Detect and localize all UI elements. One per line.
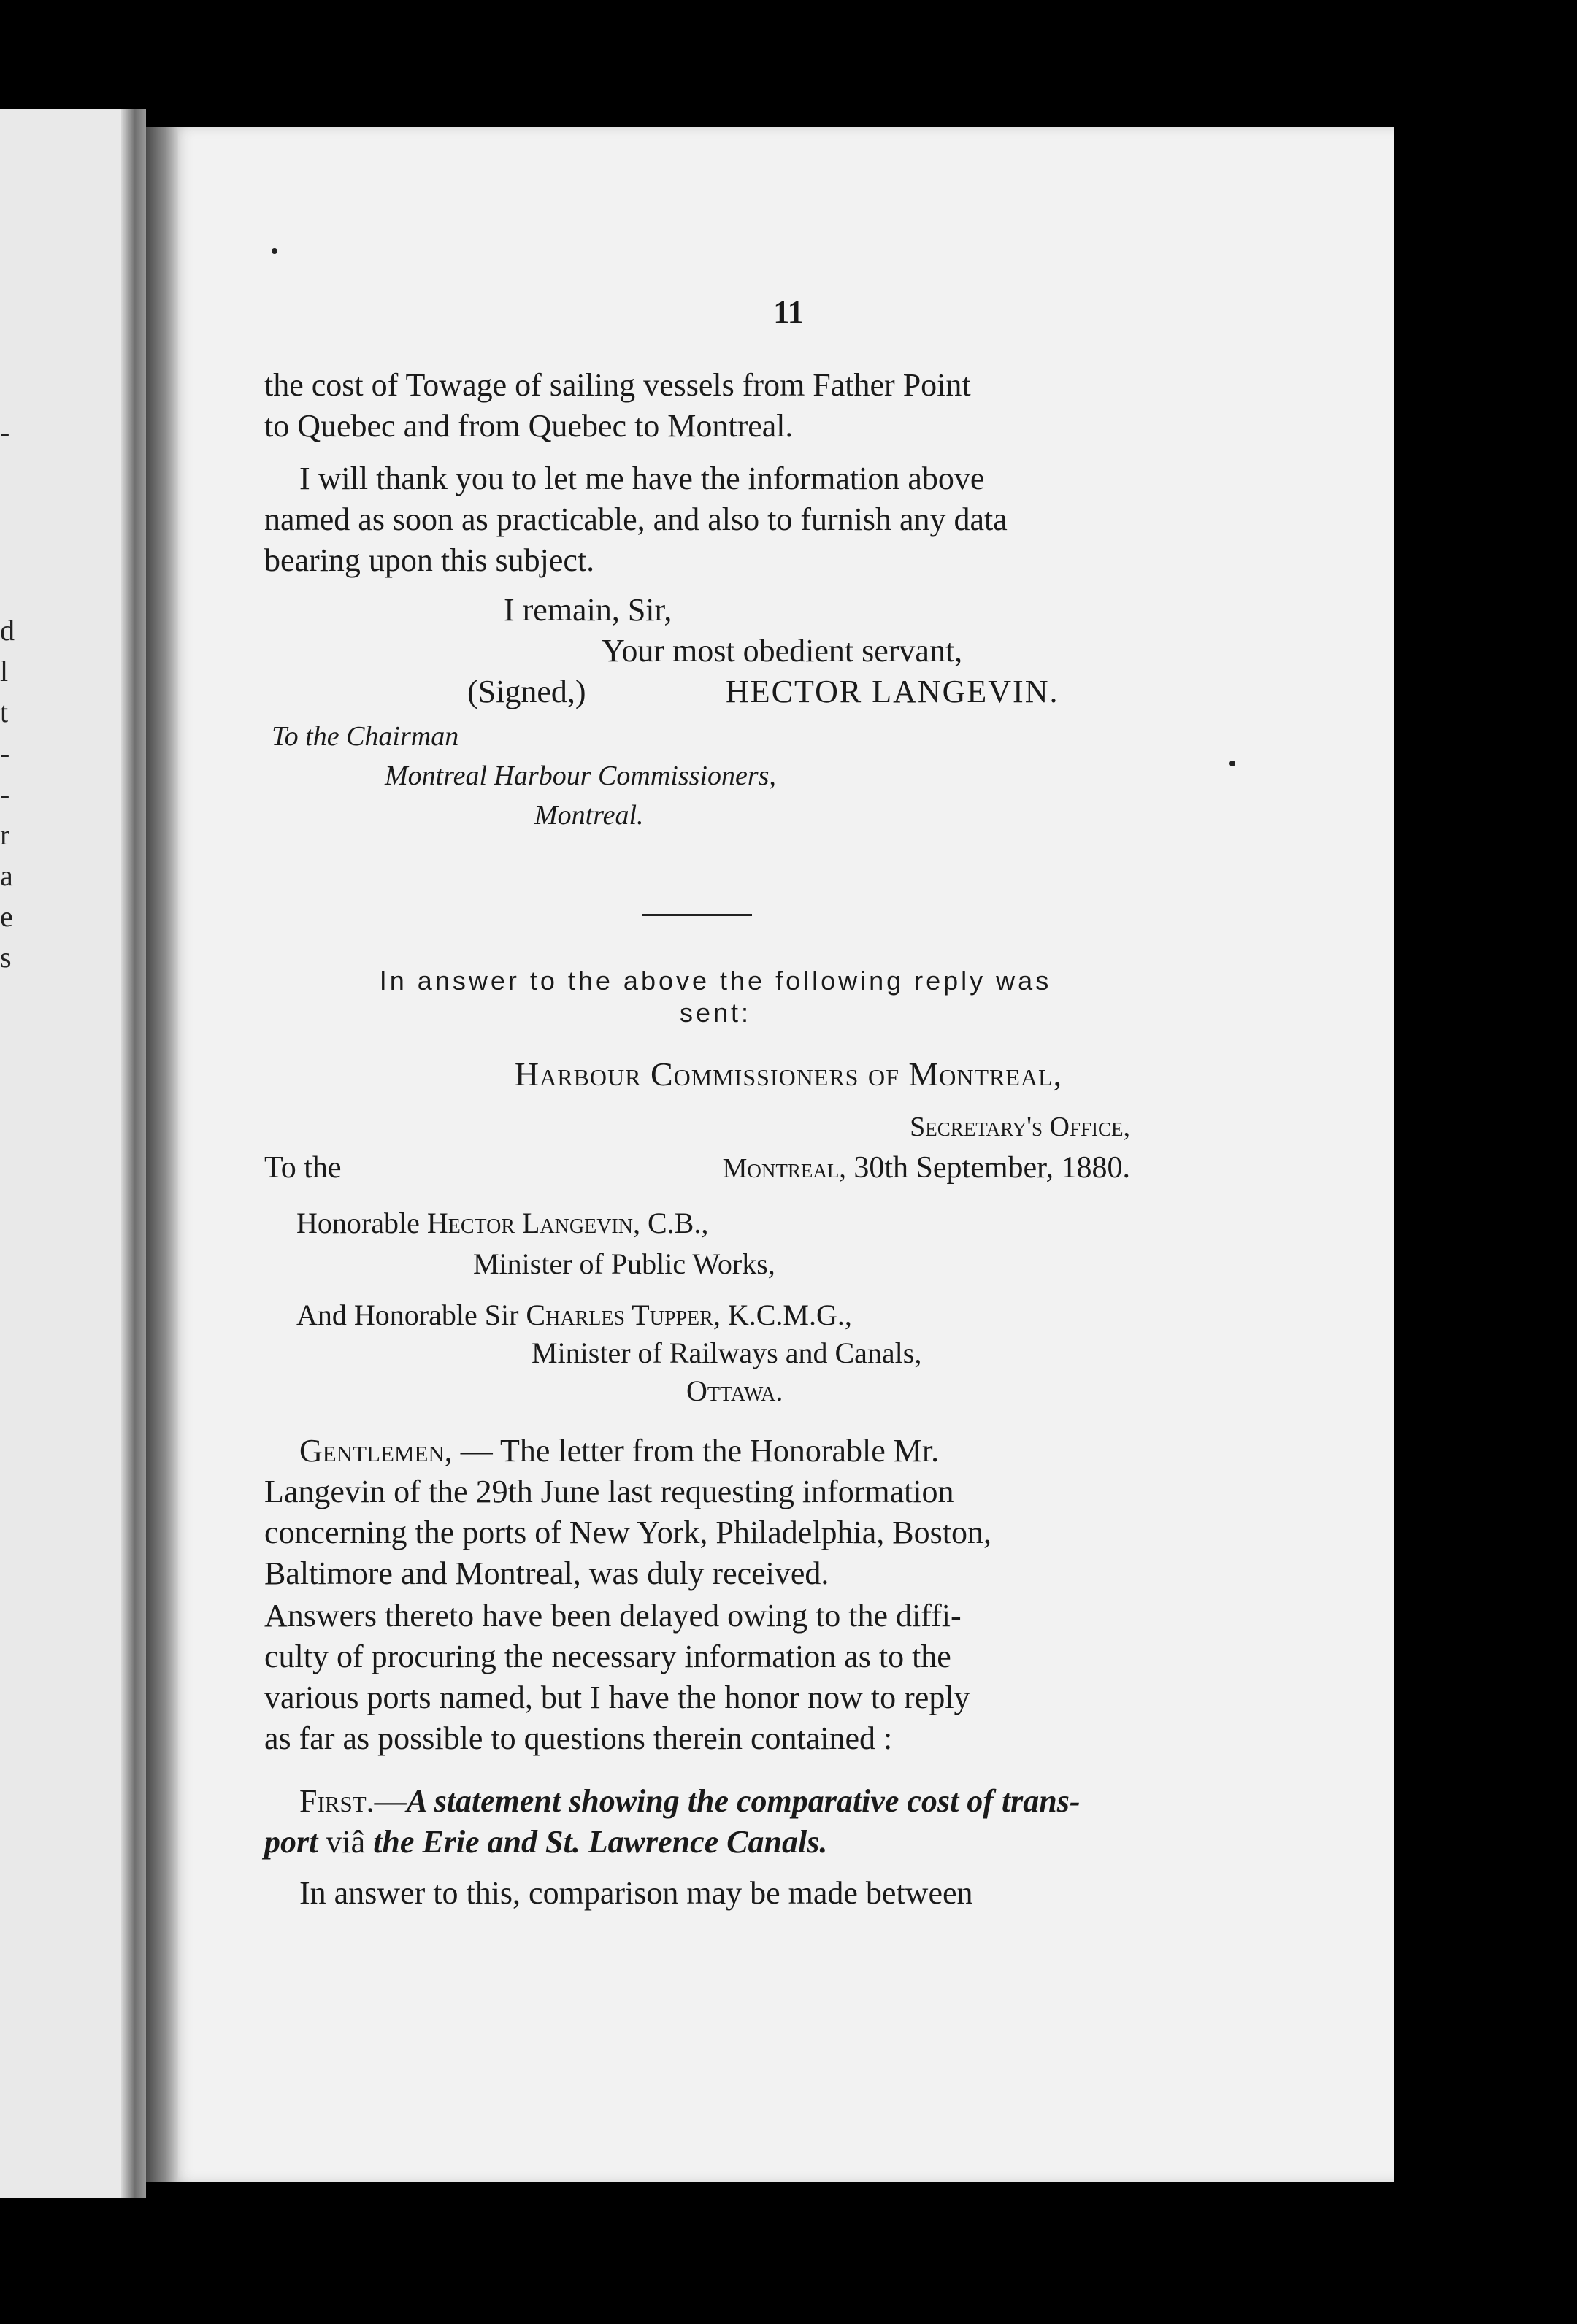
letter-closing [264,590,1130,712]
text-line: I will thank you to let me have the information above [299,461,985,496]
place-date-city: Montreal, [722,1153,846,1184]
section-divider [642,914,752,916]
left-page-fragment: e [0,900,13,933]
left-page-fragment: - [0,415,10,448]
recipient-tupper [264,1296,1130,1410]
closing-servant: Your most obedient servant, [602,633,963,669]
first-label: First.— [299,1783,407,1819]
recipient-city: Ottawa. [686,1374,783,1407]
text-line: In answer to the above the following reply was [379,966,1052,996]
recipient-office: Minister of Railways and Canals, [532,1336,922,1369]
recipient-office: Minister of Public Works, [473,1247,775,1280]
question-text: port [264,1824,326,1860]
ink-speck [1229,761,1235,766]
left-page-fragment: - [0,736,10,769]
address-chairman [264,717,1130,835]
text-line: Langevin of the 29th June last requesting information [264,1474,954,1509]
left-page-fragment: a [0,859,13,892]
question-text: the Erie and St. Lawrence Canals. [365,1824,828,1860]
closing-remain: I remain, Sir, [504,592,672,628]
recipient-langevin [264,1203,1130,1285]
office-and-date [264,1107,1130,1187]
to-the-label: To the [264,1151,342,1185]
recipient-title: C.B., [640,1207,709,1239]
recipient-title: K.C.M.G., [720,1298,852,1331]
recipient-name: Charles Tupper, [526,1298,721,1331]
office-line: Secretary's Office, [910,1112,1130,1142]
honorific: Honorable [296,1207,427,1239]
text-line: as far as possible to questions therein contained : [264,1720,893,1756]
reply-intro [277,965,1154,1029]
text-span: — The letter from the Honorable Mr. [460,1433,940,1469]
text-line: named as soon as practicable, and also to furnish any data [264,501,1008,537]
left-page-fragment: - [0,777,10,810]
address-line: To the Chairman [272,721,459,752]
text-line: the cost of Towage of sailing vessels from Father Point [264,367,971,403]
text-line: various ports named, but I have the honor now to reply [264,1679,970,1715]
salutation: Gentlemen, [299,1433,453,1469]
text-line: Baltimore and Montreal, was duly received. [264,1555,829,1591]
left-page-fragment: r [0,818,10,851]
letter-paragraph-1 [264,1431,1130,1594]
left-page-fragment: l [0,655,9,688]
address-line: Montreal Harbour Commissioners, [385,761,776,791]
address-line: Montreal. [534,800,644,831]
text-line [264,1781,1130,1822]
ink-speck [272,248,277,254]
left-page-fragment: s [0,941,12,974]
recipient-line [296,1203,708,1244]
text-line: bearing upon this subject. [264,542,595,578]
paragraph-towage [264,365,1130,447]
signed-label: (Signed,) [467,674,586,709]
question-text: A statement showing the comparative cost of trans- [406,1783,1081,1819]
question-text: viâ [326,1824,366,1860]
previous-page-edge [0,109,146,2198]
letter-heading: Harbour Commissioners of Montreal, [514,1055,1063,1093]
place-date [723,1147,1130,1189]
letter-paragraph-2 [264,1596,1130,1759]
text-line: culty of procuring the necessary information as to the [264,1639,951,1674]
recipient-name: Hector Langevin, [426,1207,640,1239]
text-line: Answers thereto have been delayed owing to the diffi- [264,1598,962,1634]
paragraph-request [264,458,1130,581]
honorific: And Honorable Sir [296,1298,526,1331]
page-gutter-shadow [121,109,146,2198]
place-date-rest: 30th September, 1880. [845,1151,1130,1185]
text-line [264,1822,1130,1863]
first-question [264,1781,1130,1863]
text-line: to Quebec and from Quebec to Montreal. [264,408,794,444]
answer-paragraph [264,1873,1130,1914]
left-page-fragment: t [0,696,9,728]
text-line: In answer to this, comparison may be made between [299,1875,973,1911]
text-line [264,1431,1130,1471]
left-page-fragment: d [0,614,15,647]
binding-shadow [146,127,178,2182]
text-line: sent: [679,998,752,1028]
text-line: concerning the ports of New York, Philadelphia, Boston, [264,1515,991,1550]
signer-name: HECTOR LANGEVIN. [726,674,1059,709]
page-number: 11 [773,294,804,330]
recipient-line [296,1296,852,1334]
